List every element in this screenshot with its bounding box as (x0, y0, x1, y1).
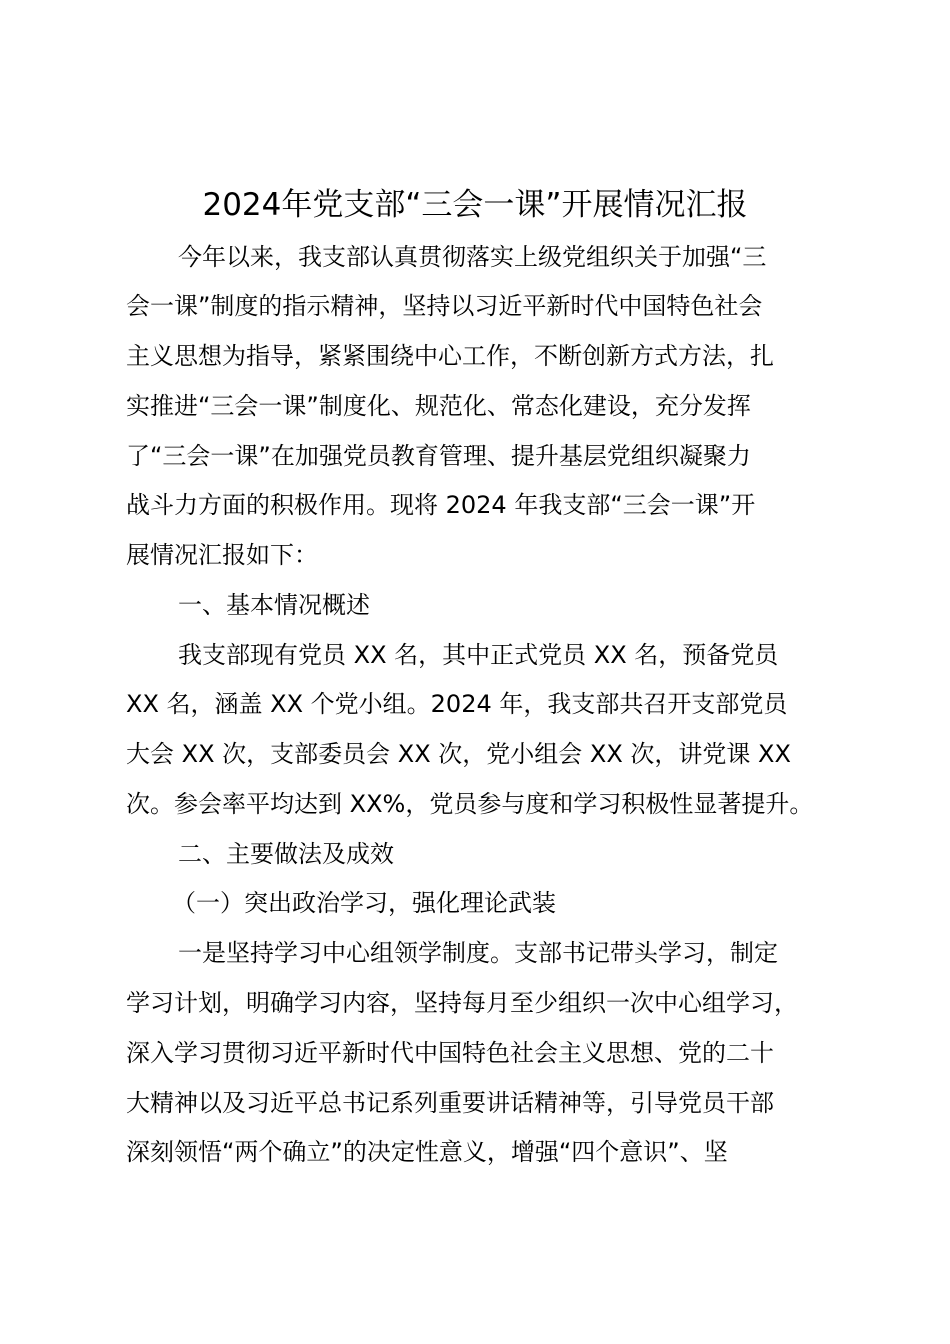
paragraph-line: 大会 XX 次，支部委员会 XX 次，党小组会 XX 次，讲党课 XX (126, 740, 791, 768)
paragraph-line: 战斗力方面的积极作用。现将 2024 年我支部“三会一课”开 (126, 491, 756, 519)
section-heading: 一、基本情况概述 (178, 591, 370, 619)
paragraph-line: 主义思想为指导，紧紧围绕中心工作，不断创新方式方法，扎 (126, 342, 774, 370)
paragraph-line: 一是坚持学习中心组领学制度。支部书记带头学习，制定 (178, 939, 778, 967)
paragraph-line: 学习计划，明确学习内容，坚持每月至少组织一次中心组学习， (126, 989, 798, 1017)
paragraph-line: 展情况汇报如下： (126, 541, 318, 569)
document-title: 2024年党支部“三会一课”开展情况汇报 (202, 187, 748, 223)
paragraph-line: 深刻领悟“两个确立”的决定性意义，增强“四个意识”、坚 (126, 1138, 728, 1166)
paragraph-line: 我支部现有党员 XX 名，其中正式党员 XX 名，预备党员 (178, 641, 779, 669)
paragraph-line: 深入学习贯彻习近平新时代中国特色社会主义思想、党的二十 (126, 1039, 774, 1067)
paragraph-line: 实推进“三会一课”制度化、规范化、常态化建设，充分发挥 (126, 392, 751, 420)
paragraph-line: XX 名，涵盖 XX 个党小组。2024 年，我支部共召开支部党员 (126, 690, 788, 718)
subsection-heading: （一）突出政治学习，强化理论武装 (172, 889, 556, 917)
paragraph-line: 今年以来，我支部认真贯彻落实上级党组织关于加强“三 (178, 243, 767, 271)
section-heading: 二、主要做法及成效 (178, 840, 394, 868)
paragraph-line: 大精神以及习近平总书记系列重要讲话精神等，引导党员干部 (126, 1089, 774, 1117)
paragraph-line: 会一课”制度的指示精神，坚持以习近平新时代中国特色社会 (126, 292, 763, 320)
paragraph-line: 次。参会率平均达到 XX%，党员参与度和学习积极性显著提升。 (126, 790, 814, 818)
paragraph-line: 了“三会一课”在加强党员教育管理、提升基层党组织凝聚力 (126, 442, 751, 470)
